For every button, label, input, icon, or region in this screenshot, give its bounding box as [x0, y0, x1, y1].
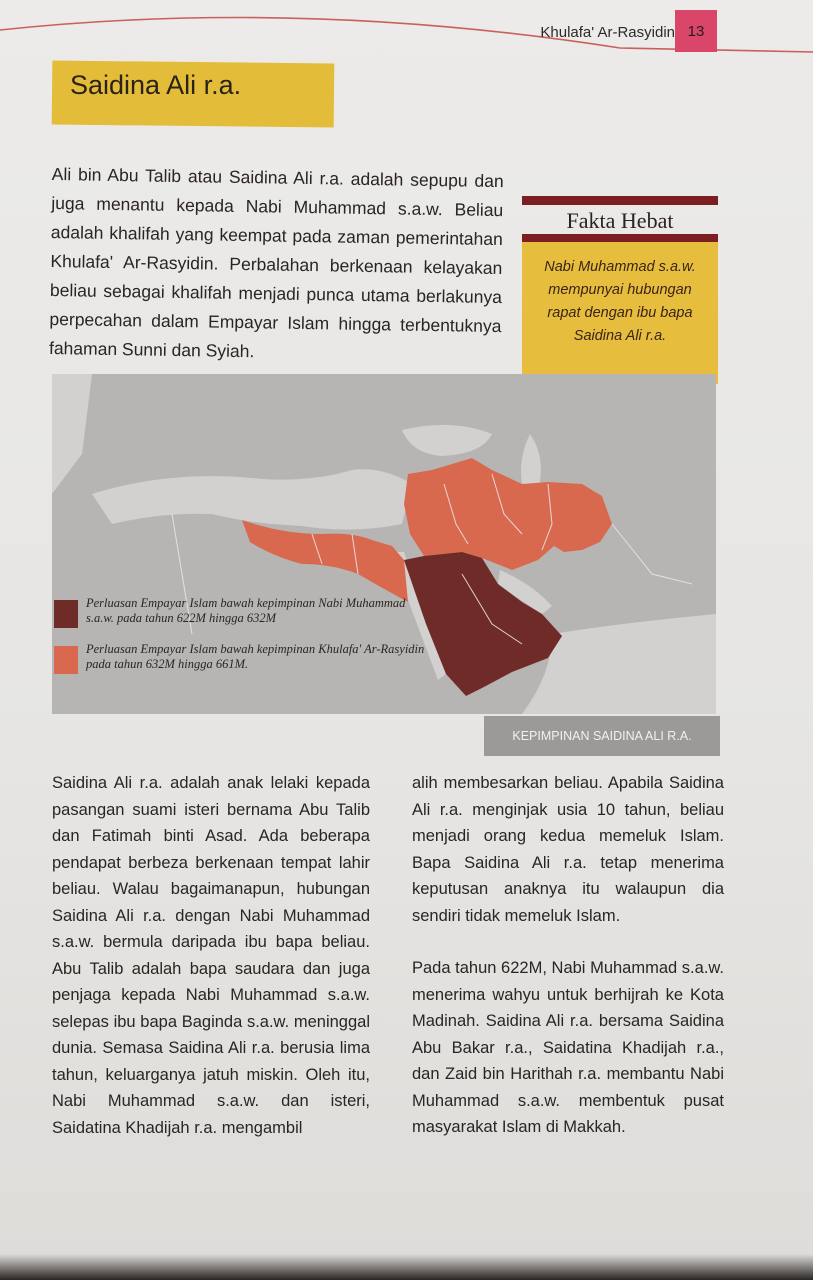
page-edge-shadow — [0, 1254, 813, 1280]
fakta-title: Fakta Hebat — [566, 208, 674, 233]
running-head: Khulafa' Ar-Rasyidin — [540, 24, 675, 41]
fakta-bottom-rule — [522, 234, 718, 242]
fakta-body — [522, 242, 718, 384]
legend-label-khulafa: Perluasan Empayar Islam bawah kepimpinan Khulafa' Ar-Rasyidin pada tahun 632M hingga 661M. — [86, 642, 425, 671]
empire-map — [52, 374, 716, 714]
legend-swatch-khulafa — [54, 646, 78, 674]
fakta-top-rule — [522, 196, 718, 205]
legend-item-nabi — [54, 596, 454, 642]
body-column-right — [412, 770, 724, 1167]
body-paragraph: alih membesarkan beliau. Apabila Saidina Ali r.a. menginjak usia 10 tahun, beliau menjadi orang kedua memeluk Islam. Bapa Saidina Ali r.a. tetap menerima keputusan anaknya itu walaupun dia sendiri tidak memeluk Islam. — [412, 774, 724, 925]
legend-label-nabi: Perluasan Empayar Islam bawah kepimpinan Nabi Muhammad s.a.w. pada tahun 622M hingga 632M — [86, 596, 406, 625]
map-caption: KEPIMPINAN SAIDINA ALI R.A. — [484, 716, 720, 756]
section-title: Saidina Ali r.a. — [70, 70, 242, 100]
legend-item-khulafa — [54, 642, 454, 688]
body-paragraph: Pada tahun 622M, Nabi Muhammad s.a.w. menerima wahyu untuk berhijrah ke Kota Madinah. Saidina Ali r.a. bersama Saidina Abu Bakar r.a., Saidatina Khadijah r.a., dan Zaid bin Harithah r.a. membantu Nabi Muhammad s.a.w. membentuk pusat masyarakat Islam di Makkah. — [412, 959, 724, 1136]
fakta-text: Nabi Muhammad s.a.w. mempunyai hubungan rapat dengan ibu bapa Saidina Ali r.a. — [544, 259, 696, 344]
body-column-left — [52, 770, 370, 1167]
fakta-hebat-box — [522, 196, 718, 386]
legend-swatch-nabi — [54, 600, 78, 628]
map-legend — [54, 596, 454, 688]
body-paragraph: Saidina Ali r.a. adalah anak lelaki kepada pasangan suami isteri bernama Abu Talib dan Fatimah binti Asad. Ada beberapa pendapat berbeza berkenaan tempat lahir beliau. Walau bagaimanapun, hubungan Saidina Ali r.a. dengan Nabi Muhammad s.a.w. bermula daripada ibu bapa beliau. Abu Talib adalah bapa saudara dan juga penjaga kepada Nabi Muhammad s.a.w. selepas ibu bapa Baginda s.a.w. meninggal dunia. Semasa Saidina Ali r.a. berusia lima tahun, keluarganya jatuh miskin. Oleh itu, Nabi Muhammad s.a.w. dan isteri, Saidatina Khadijah r.a. mengambil — [52, 774, 370, 1137]
intro-paragraph: Ali bin Abu Talib atau Saidina Ali r.a. adalah sepupu dan juga menantu kepada Nabi Muhammad s.a.w. Beliau adalah khalifah yang keempat pada zaman pemerintahan Khulafa' Ar-Rasyidin. Perbalahan berkenaan kelayakan beliau sebagai khalifah menjadi punca utama berlakunya perpecahan dalam Empayar Islam hingga terbentuknya fahaman Sunni dan Syiah. — [48, 163, 504, 362]
page-number: 13 — [675, 10, 717, 52]
